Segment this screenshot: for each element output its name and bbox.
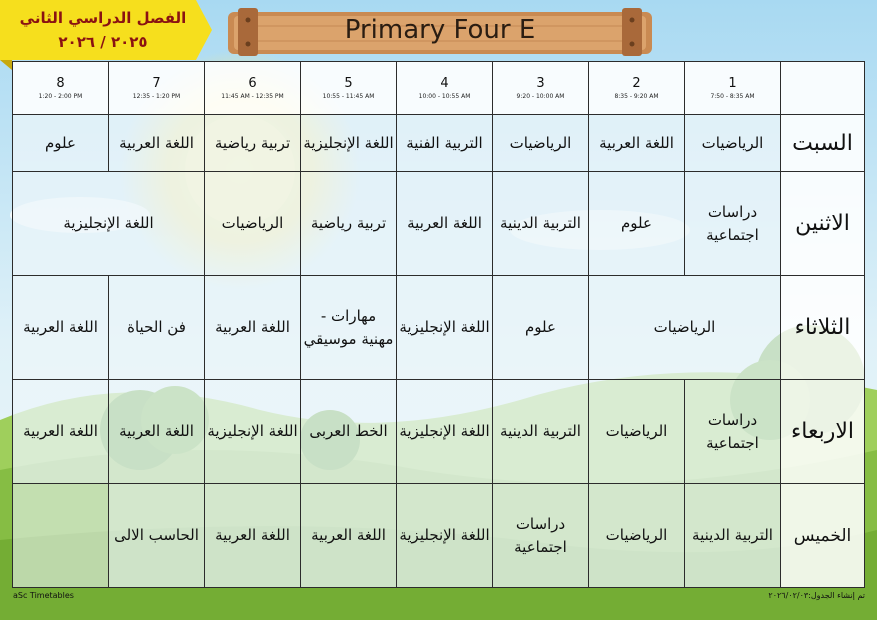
semester-title: الفصل الدراسي الثاني bbox=[19, 9, 187, 27]
lesson-cell: التربية الفنية bbox=[397, 115, 493, 172]
lesson-cell: اللغة العربية bbox=[109, 115, 205, 172]
lesson-cell: اللغة الإنجليزية bbox=[397, 484, 493, 588]
lesson-cell: علوم bbox=[589, 172, 685, 276]
period-header: 6 11:45 AM - 12:35 PM bbox=[205, 62, 301, 115]
lesson-cell: اللغة الإنجليزية bbox=[205, 380, 301, 484]
period-header: 5 10:55 - 11:45 AM bbox=[301, 62, 397, 115]
semester-years: ٢٠٢٥ / ٢٠٢٦ bbox=[58, 33, 148, 51]
timetable-grid bbox=[12, 61, 865, 588]
day-row-saturday bbox=[13, 115, 865, 172]
lesson-cell: اللغة الإنجليزية bbox=[397, 380, 493, 484]
lesson-cell: اللغة الإنجليزية bbox=[301, 115, 397, 172]
period-header-row bbox=[13, 62, 865, 115]
lesson-cell: تربية رياضية bbox=[301, 172, 397, 276]
lesson-cell: اللغة العربية bbox=[13, 380, 109, 484]
lesson-cell: الرياضيات bbox=[589, 484, 685, 588]
lesson-cell: الرياضيات bbox=[589, 380, 685, 484]
lesson-cell: اللغة الإنجليزية bbox=[13, 172, 205, 276]
lesson-cell: الرياضيات bbox=[685, 115, 781, 172]
lesson-cell: التربية الدينية bbox=[493, 172, 589, 276]
lesson-cell: دراسات اجتماعية bbox=[685, 380, 781, 484]
day-row-monday bbox=[13, 172, 865, 276]
period-header: 4 10:00 - 10:55 AM bbox=[397, 62, 493, 115]
lesson-cell: اللغة العربية bbox=[13, 276, 109, 380]
period-header: 7 12:35 - 1:20 PM bbox=[109, 62, 205, 115]
day-label: الثلاثاء bbox=[781, 276, 865, 380]
day-label: الاربعاء bbox=[781, 380, 865, 484]
period-header: 3 9:20 - 10:00 AM bbox=[493, 62, 589, 115]
day-row-wednesday bbox=[13, 380, 865, 484]
lesson-cell: علوم bbox=[13, 115, 109, 172]
lesson-cell: دراسات اجتماعية bbox=[685, 172, 781, 276]
lesson-cell: تربية رياضية bbox=[205, 115, 301, 172]
day-row-tuesday bbox=[13, 276, 865, 380]
footer-created-date: تم إنشاء الجدول:٢٠٢٦/٠٢/٠٣ bbox=[768, 591, 865, 600]
lesson-cell: الرياضيات bbox=[589, 276, 781, 380]
lesson-cell: اللغة العربية bbox=[205, 484, 301, 588]
period-header: 2 8:35 - 9:20 AM bbox=[589, 62, 685, 115]
lesson-cell: اللغة العربية bbox=[109, 380, 205, 484]
lesson-cell: اللغة الإنجليزية bbox=[397, 276, 493, 380]
lesson-cell: التربية الدينية bbox=[493, 380, 589, 484]
lesson-cell: دراسات اجتماعية bbox=[493, 484, 589, 588]
corner-cell bbox=[781, 62, 865, 115]
lesson-cell: الخط العربى bbox=[301, 380, 397, 484]
lesson-cell: الرياضيات bbox=[205, 172, 301, 276]
day-label: الخميس bbox=[781, 484, 865, 588]
footer-software-name: aSc Timetables bbox=[13, 591, 74, 600]
period-header: 8 1:20 - 2:00 PM bbox=[13, 62, 109, 115]
lesson-cell: الحاسب الالى bbox=[109, 484, 205, 588]
lesson-cell: اللغة العربية bbox=[589, 115, 685, 172]
lesson-cell: التربية الدينية bbox=[685, 484, 781, 588]
day-label: الاثنين bbox=[781, 172, 865, 276]
lesson-cell: اللغة العربية bbox=[301, 484, 397, 588]
day-row-thursday bbox=[13, 484, 865, 588]
lesson-cell: فن الحياة bbox=[109, 276, 205, 380]
lesson-cell: مهارات - مهنية موسيقي bbox=[301, 276, 397, 380]
lesson-cell: علوم bbox=[493, 276, 589, 380]
class-title: Primary Four E bbox=[344, 15, 536, 45]
lesson-cell: الرياضيات bbox=[493, 115, 589, 172]
day-label: السبت bbox=[781, 115, 865, 172]
lesson-cell: اللغة العربية bbox=[397, 172, 493, 276]
period-header: 1 7:50 - 8:35 AM bbox=[685, 62, 781, 115]
lesson-cell: اللغة العربية bbox=[205, 276, 301, 380]
empty-cell bbox=[13, 484, 109, 588]
